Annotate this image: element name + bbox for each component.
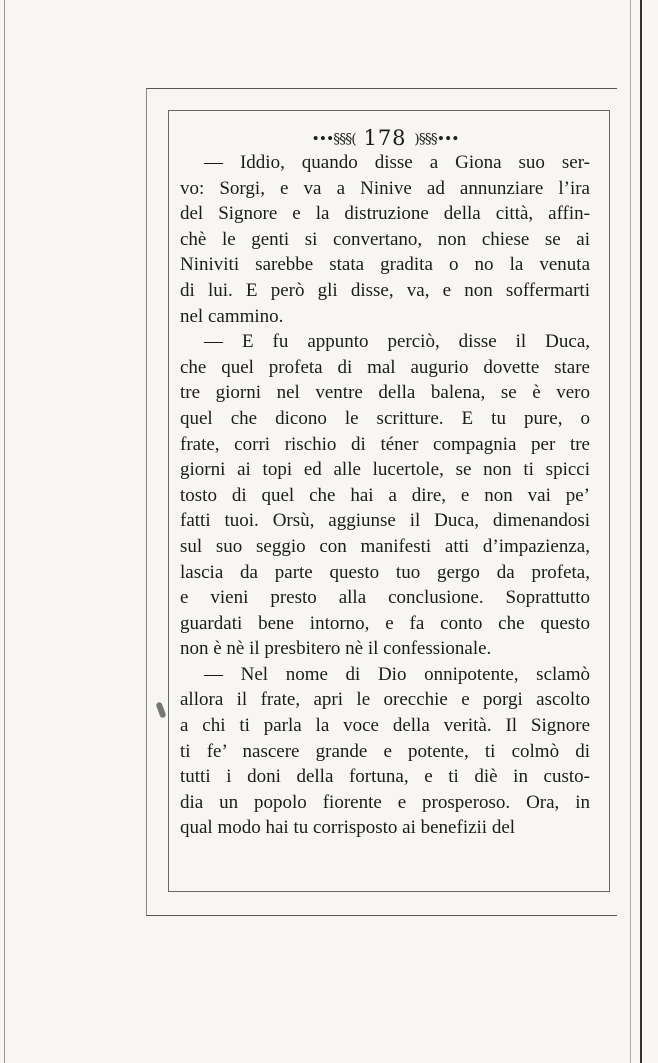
page-edge-left bbox=[4, 0, 5, 1063]
page-number: 178 bbox=[363, 126, 407, 150]
text-line: tutti i doni della fortuna, e ti diè in custo- bbox=[180, 766, 590, 788]
text-line: a chi ti parla la voce della verità. Il Signore bbox=[180, 715, 590, 737]
page-header bbox=[175, 126, 595, 150]
text-line: vo: Sorgi, e va a Ninive ad annunziare l’ira bbox=[180, 177, 590, 199]
paragraph bbox=[180, 329, 590, 662]
text-line: chè le genti si convertano, non chiese se ai bbox=[180, 228, 590, 250]
text-line: nel cammino. bbox=[180, 305, 284, 327]
text-line: di lui. E però gli disse, va, e non soffermarti bbox=[180, 279, 590, 301]
text-line: — E fu appunto perciò, disse il Duca, bbox=[204, 331, 590, 353]
ornament-right: )§§§••• bbox=[414, 131, 459, 148]
text-line: dia un popolo fiorente e prosperoso. Ora, in bbox=[180, 791, 590, 813]
text-line: sul suo seggio con manifesti atti d’impazienza, bbox=[180, 535, 590, 557]
text-line: e vieni presto alla conclusione. Soprattutto bbox=[180, 587, 590, 609]
text-line: fatti tuoi. Orsù, aggiunse il Duca, dimenandosi bbox=[180, 510, 590, 532]
ornament-left: •••§§§( bbox=[311, 131, 356, 148]
text-line: ti fe’ nascere grande e potente, ti colmò di bbox=[180, 740, 590, 762]
text-line: quel che dicono le scritture. E tu pure, o bbox=[180, 407, 590, 429]
paragraph bbox=[180, 150, 590, 329]
text-line: qual modo hai tu corrisposto ai benefizii del bbox=[180, 817, 516, 839]
text-line: tre giorni nel ventre della balena, se è vero bbox=[180, 382, 590, 404]
text-line: guardati bene intorno, e fa conto che questo bbox=[180, 612, 590, 634]
paragraph bbox=[180, 662, 590, 841]
text-line: non è nè il presbitero nè il confessionale. bbox=[180, 638, 492, 660]
body-text bbox=[180, 150, 590, 841]
text-line: che quel profeta di mal augurio dovette stare bbox=[180, 356, 590, 378]
text-line: frate, corri rischio di téner compagnia per tre bbox=[180, 433, 590, 455]
page-edge-shadow bbox=[630, 0, 631, 1063]
page-edge-right bbox=[640, 0, 642, 1063]
text-line: lascia da parte questo tuo gergo da profeta, bbox=[180, 561, 590, 583]
text-line: — Iddio, quando disse a Giona suo ser- bbox=[204, 152, 590, 173]
text-line: giorni ai topi ed alle lucertole, se non ti spicci bbox=[180, 459, 590, 481]
text-line: allora il frate, apri le orecchie e porgi ascolto bbox=[180, 689, 590, 711]
text-line: — Nel nome di Dio onnipotente, sclamò bbox=[204, 663, 590, 685]
text-line: tosto di quel che hai a dire, e non vai pe’ bbox=[180, 484, 590, 506]
text-line: del Signore e la distruzione della città, affin- bbox=[180, 203, 590, 225]
text-line: Niniviti sarebbe stata gradita o no la venuta bbox=[180, 254, 590, 276]
